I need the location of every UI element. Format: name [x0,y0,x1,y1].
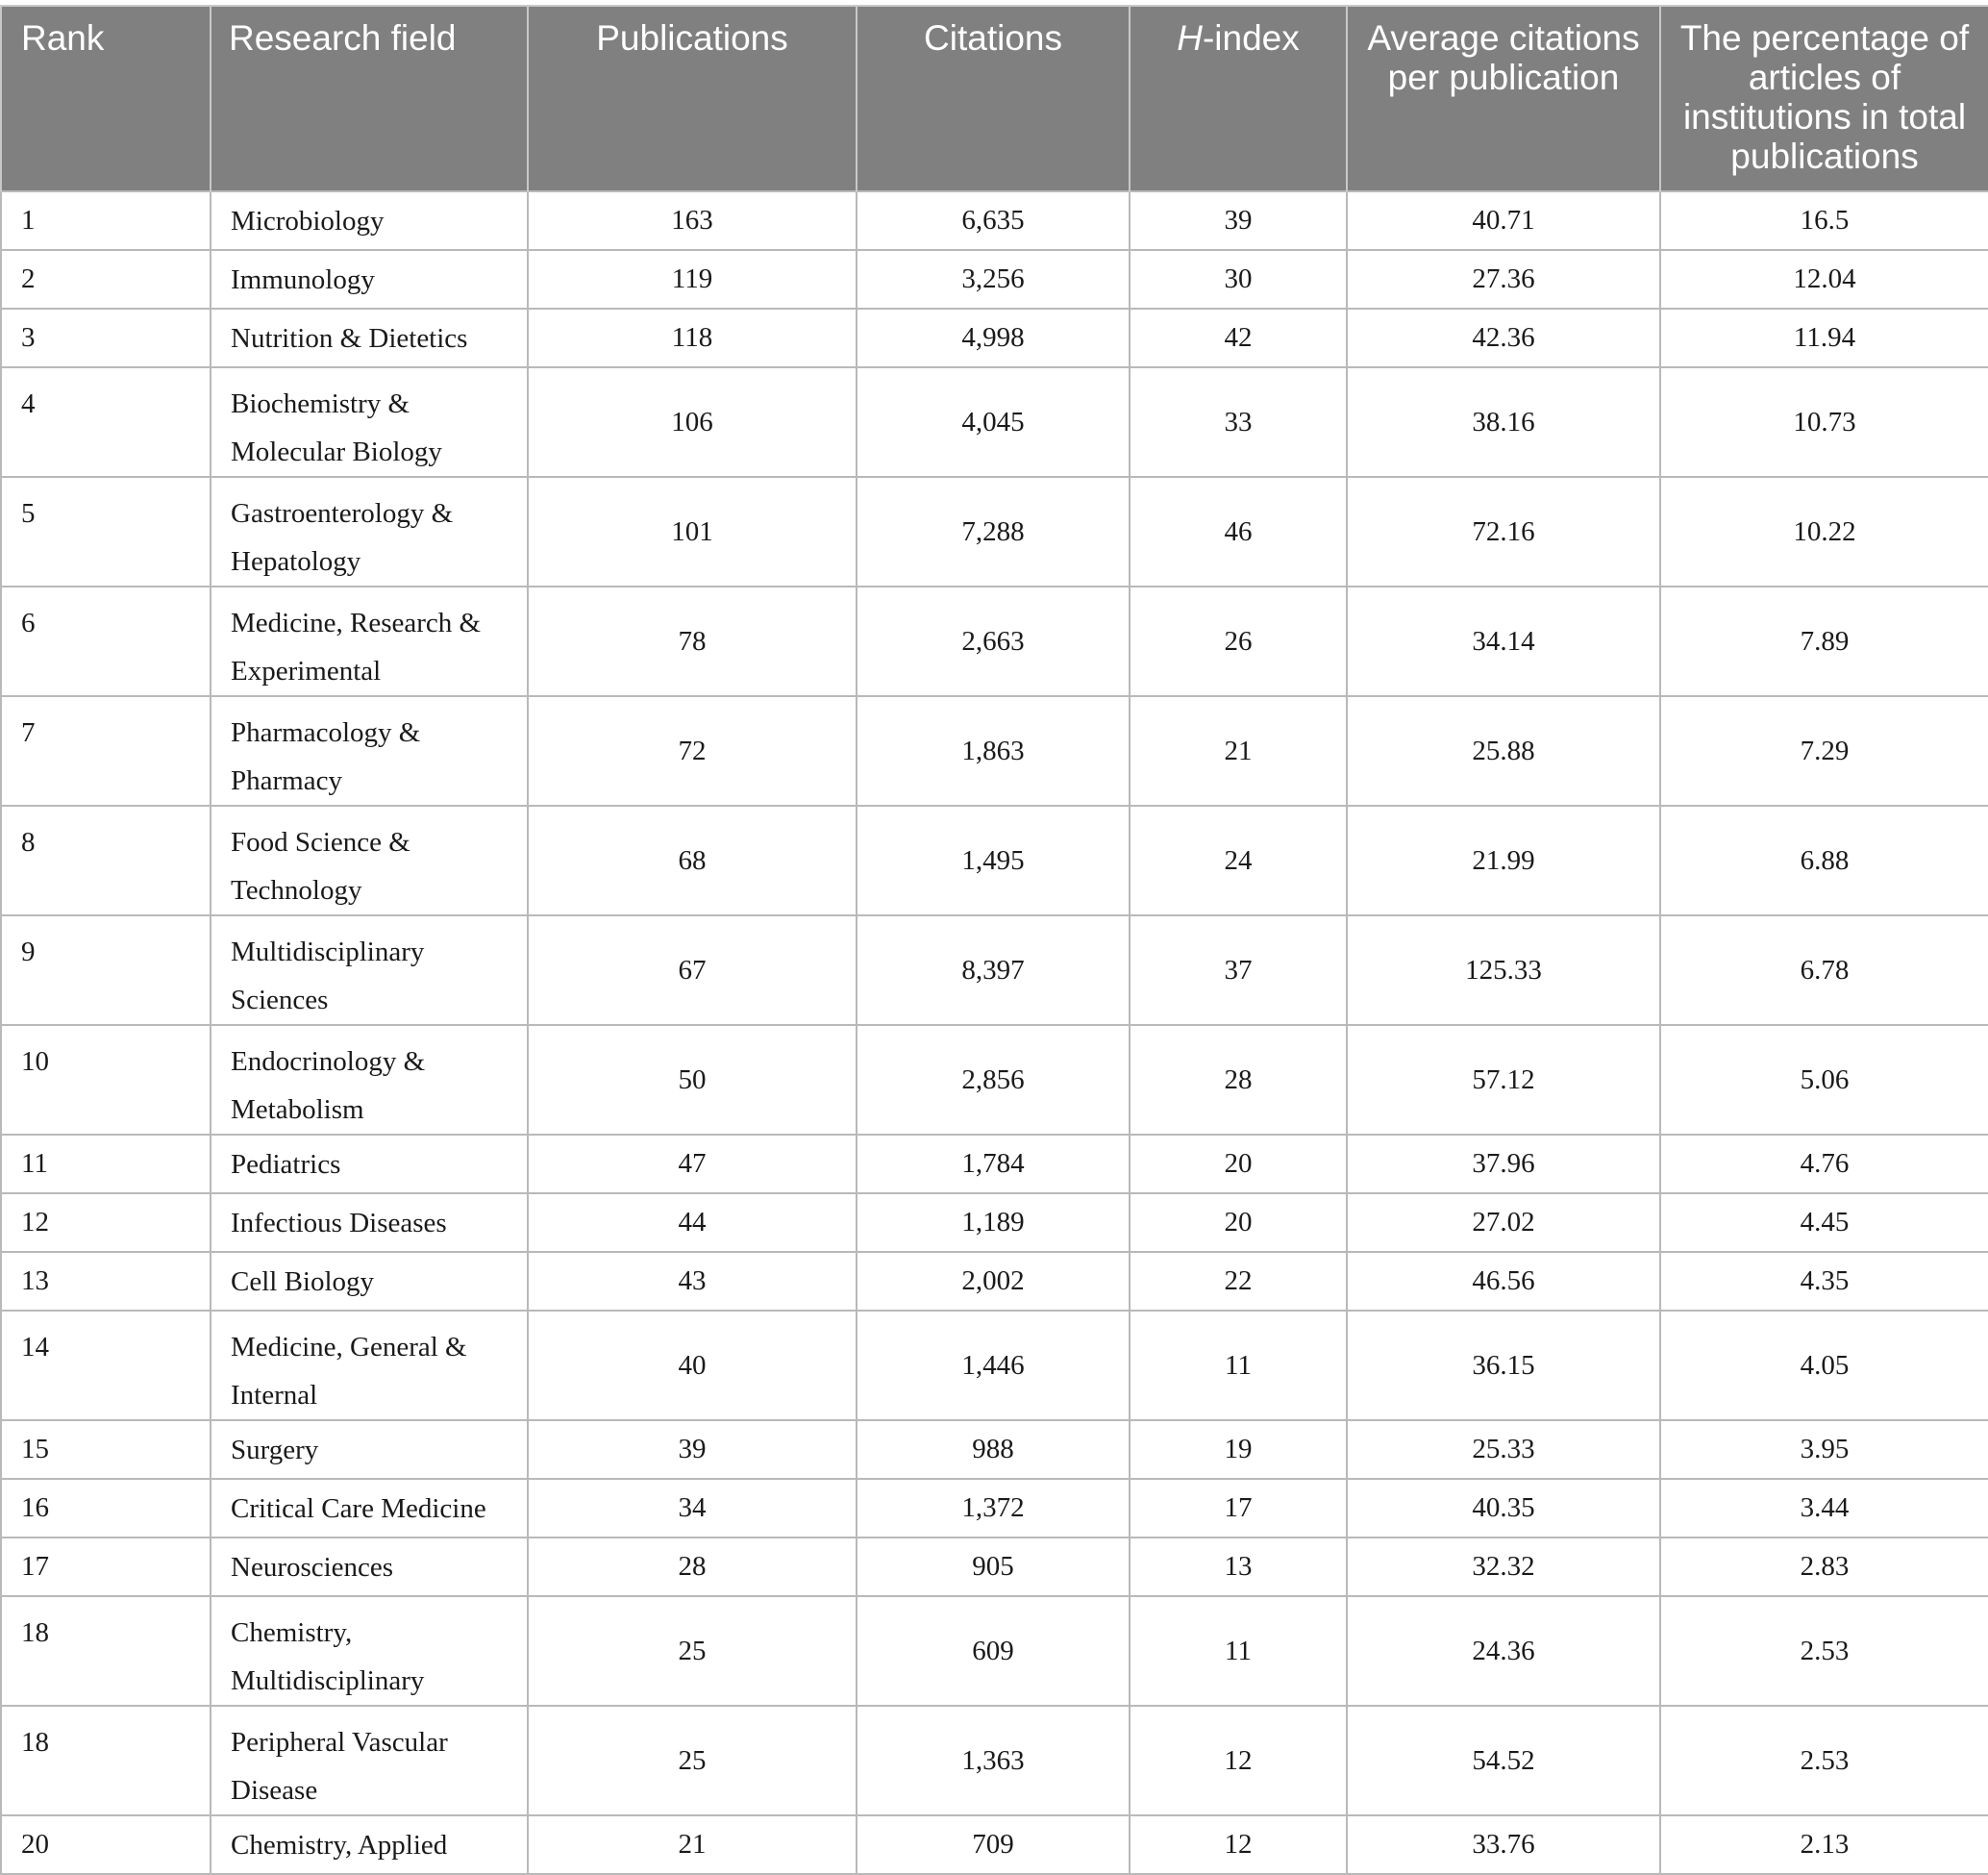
cell-research-field: Gastroenterology & Hepatology [211,477,528,587]
cell-percentage: 10.73 [1660,367,1988,477]
cell-citations: 1,863 [857,696,1130,806]
cell-publications: 101 [528,477,857,587]
cell-average-citations: 37.96 [1347,1135,1660,1193]
cell-publications: 21 [528,1815,857,1874]
cell-citations: 1,446 [857,1311,1130,1420]
cell-h-index: 39 [1130,191,1347,250]
table-header-row [1,6,1988,191]
cell-h-index: 24 [1130,806,1347,915]
cell-citations: 1,363 [857,1706,1130,1815]
table-row [1,1479,1988,1538]
cell-rank: 7 [1,696,211,806]
cell-rank: 16 [1,1479,211,1538]
cell-average-citations: 40.35 [1347,1479,1660,1538]
research-fields-table-container [0,5,1988,1875]
cell-rank: 9 [1,915,211,1025]
table-row [1,1538,1988,1596]
cell-research-field: Neurosciences [211,1538,528,1596]
table-row [1,367,1988,477]
cell-percentage: 4.35 [1660,1252,1988,1311]
cell-rank: 17 [1,1538,211,1596]
cell-percentage: 12.04 [1660,250,1988,309]
cell-research-field: Peripheral Vascular Disease [211,1706,528,1815]
cell-research-field: Critical Care Medicine [211,1479,528,1538]
cell-publications: 118 [528,309,857,367]
header-publications: Publications [528,6,857,191]
cell-h-index: 33 [1130,367,1347,477]
cell-citations: 3,256 [857,250,1130,309]
cell-citations: 1,189 [857,1193,1130,1252]
header-average-citations: Average citations per publication [1347,6,1660,191]
cell-percentage: 4.45 [1660,1193,1988,1252]
cell-publications: 67 [528,915,857,1025]
header-rank: Rank [1,6,211,191]
cell-average-citations: 27.02 [1347,1193,1660,1252]
cell-publications: 50 [528,1025,857,1135]
table-row [1,1815,1988,1874]
cell-citations: 709 [857,1815,1130,1874]
cell-h-index: 13 [1130,1538,1347,1596]
cell-rank: 2 [1,250,211,309]
cell-h-index: 22 [1130,1252,1347,1311]
cell-publications: 25 [528,1706,857,1815]
cell-average-citations: 25.88 [1347,696,1660,806]
table-row [1,1311,1988,1420]
table-row [1,806,1988,915]
cell-rank: 20 [1,1815,211,1874]
table-row [1,1706,1988,1815]
cell-research-field: Chemistry, Applied [211,1815,528,1874]
cell-rank: 5 [1,477,211,587]
research-fields-table [0,5,1988,1875]
cell-average-citations: 125.33 [1347,915,1660,1025]
cell-publications: 47 [528,1135,857,1193]
cell-publications: 68 [528,806,857,915]
cell-citations: 4,998 [857,309,1130,367]
cell-citations: 6,635 [857,191,1130,250]
cell-average-citations: 21.99 [1347,806,1660,915]
cell-citations: 609 [857,1596,1130,1706]
cell-research-field: Chemistry, Multidisciplinary [211,1596,528,1706]
cell-h-index: 28 [1130,1025,1347,1135]
cell-research-field: Pediatrics [211,1135,528,1193]
table-row [1,1252,1988,1311]
cell-h-index: 21 [1130,696,1347,806]
cell-citations: 988 [857,1420,1130,1479]
cell-research-field: Surgery [211,1420,528,1479]
cell-citations: 8,397 [857,915,1130,1025]
cell-average-citations: 24.36 [1347,1596,1660,1706]
cell-average-citations: 57.12 [1347,1025,1660,1135]
cell-average-citations: 36.15 [1347,1311,1660,1420]
header-citations: Citations [857,6,1130,191]
cell-rank: 3 [1,309,211,367]
cell-average-citations: 38.16 [1347,367,1660,477]
cell-percentage: 6.88 [1660,806,1988,915]
cell-h-index: 12 [1130,1706,1347,1815]
table-row [1,1025,1988,1135]
cell-h-index: 20 [1130,1193,1347,1252]
cell-research-field: Nutrition & Dietetics [211,309,528,367]
cell-h-index: 12 [1130,1815,1347,1874]
cell-percentage: 2.53 [1660,1596,1988,1706]
table-row [1,1135,1988,1193]
cell-research-field: Pharmacology & Pharmacy [211,696,528,806]
cell-rank: 15 [1,1420,211,1479]
cell-average-citations: 42.36 [1347,309,1660,367]
cell-citations: 4,045 [857,367,1130,477]
cell-publications: 106 [528,367,857,477]
cell-percentage: 5.06 [1660,1025,1988,1135]
table-row [1,696,1988,806]
cell-average-citations: 34.14 [1347,587,1660,696]
cell-h-index: 30 [1130,250,1347,309]
cell-percentage: 6.78 [1660,915,1988,1025]
cell-publications: 25 [528,1596,857,1706]
cell-rank: 10 [1,1025,211,1135]
cell-h-index: 11 [1130,1311,1347,1420]
cell-rank: 18 [1,1596,211,1706]
table-row [1,915,1988,1025]
cell-h-index: 37 [1130,915,1347,1025]
cell-rank: 14 [1,1311,211,1420]
cell-average-citations: 72.16 [1347,477,1660,587]
cell-percentage: 10.22 [1660,477,1988,587]
header-h-index-rest: -index [1202,18,1300,58]
cell-rank: 8 [1,806,211,915]
cell-research-field: Medicine, General & Internal [211,1311,528,1420]
table-row [1,1193,1988,1252]
cell-rank: 18 [1,1706,211,1815]
cell-research-field: Infectious Diseases [211,1193,528,1252]
cell-percentage: 7.29 [1660,696,1988,806]
cell-publications: 39 [528,1420,857,1479]
cell-h-index: 19 [1130,1420,1347,1479]
cell-research-field: Multidisciplinary Sciences [211,915,528,1025]
cell-publications: 78 [528,587,857,696]
cell-research-field: Medicine, Research & Experimental [211,587,528,696]
cell-rank: 4 [1,367,211,477]
cell-publications: 119 [528,250,857,309]
cell-citations: 1,372 [857,1479,1130,1538]
cell-average-citations: 40.71 [1347,191,1660,250]
cell-research-field: Food Science & Technology [211,806,528,915]
cell-percentage: 4.76 [1660,1135,1988,1193]
cell-research-field: Microbiology [211,191,528,250]
table-row [1,477,1988,587]
header-research-field: Research field [211,6,528,191]
cell-average-citations: 54.52 [1347,1706,1660,1815]
cell-percentage: 3.44 [1660,1479,1988,1538]
table-row [1,587,1988,696]
cell-research-field: Cell Biology [211,1252,528,1311]
cell-rank: 1 [1,191,211,250]
header-h-index [1130,6,1347,191]
cell-publications: 44 [528,1193,857,1252]
cell-research-field: Biochemistry & Molecular Biology [211,367,528,477]
cell-average-citations: 46.56 [1347,1252,1660,1311]
cell-h-index: 11 [1130,1596,1347,1706]
table-row [1,1596,1988,1706]
cell-average-citations: 33.76 [1347,1815,1660,1874]
cell-percentage: 11.94 [1660,309,1988,367]
cell-rank: 12 [1,1193,211,1252]
cell-citations: 1,495 [857,806,1130,915]
cell-h-index: 17 [1130,1479,1347,1538]
table-body [1,191,1988,1874]
cell-citations: 2,002 [857,1252,1130,1311]
cell-percentage: 7.89 [1660,587,1988,696]
cell-rank: 13 [1,1252,211,1311]
table-row [1,309,1988,367]
cell-publications: 163 [528,191,857,250]
cell-rank: 11 [1,1135,211,1193]
header-h-index-italic: H [1177,18,1203,58]
cell-publications: 28 [528,1538,857,1596]
cell-percentage: 16.5 [1660,191,1988,250]
table-row [1,250,1988,309]
cell-percentage: 2.13 [1660,1815,1988,1874]
cell-percentage: 4.05 [1660,1311,1988,1420]
cell-citations: 905 [857,1538,1130,1596]
cell-research-field: Immunology [211,250,528,309]
cell-citations: 2,663 [857,587,1130,696]
cell-h-index: 26 [1130,587,1347,696]
cell-citations: 7,288 [857,477,1130,587]
cell-publications: 72 [528,696,857,806]
cell-percentage: 2.83 [1660,1538,1988,1596]
cell-h-index: 42 [1130,309,1347,367]
header-percentage: The percentage of articles of institutions in total publications [1660,6,1988,191]
cell-citations: 1,784 [857,1135,1130,1193]
cell-rank: 6 [1,587,211,696]
cell-average-citations: 25.33 [1347,1420,1660,1479]
cell-publications: 34 [528,1479,857,1538]
cell-research-field: Endocrinology & Metabolism [211,1025,528,1135]
cell-percentage: 3.95 [1660,1420,1988,1479]
table-row [1,191,1988,250]
cell-publications: 40 [528,1311,857,1420]
table-row [1,1420,1988,1479]
cell-h-index: 46 [1130,477,1347,587]
cell-citations: 2,856 [857,1025,1130,1135]
cell-h-index: 20 [1130,1135,1347,1193]
cell-publications: 43 [528,1252,857,1311]
cell-percentage: 2.53 [1660,1706,1988,1815]
cell-average-citations: 27.36 [1347,250,1660,309]
cell-average-citations: 32.32 [1347,1538,1660,1596]
